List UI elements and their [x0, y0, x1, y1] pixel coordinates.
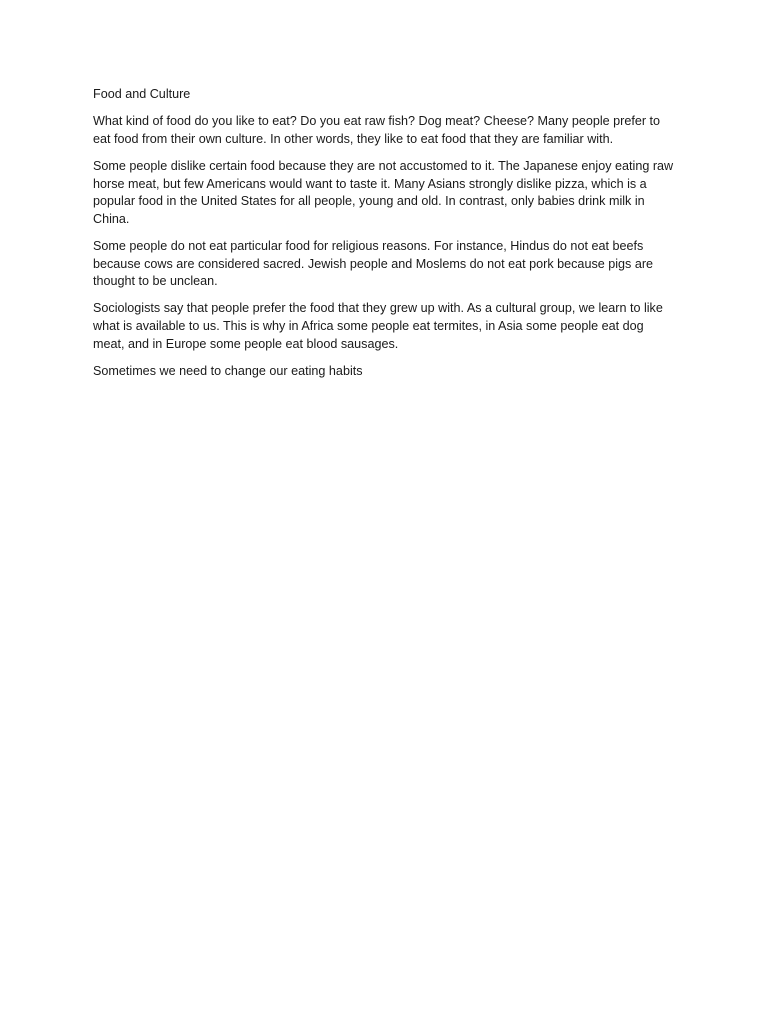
paragraph-5: Sometimes we need to change our eating habits	[93, 363, 363, 378]
paragraph-2: Some people dislike certain food because they are not accustomed to it. The Japanese enjoy eating raw horse meat, but few Americans would want to taste it. Many Asians strongly dislike pizza, which is a popular food in the United States for all people, young and old. In contrast, only babies drink milk in China.	[93, 158, 674, 226]
paragraph-4: Sociologists say that people prefer the food that they grew up with. As a cultural group, we learn to like what is available to us. This is why in Africa some people eat termites, in Asia some people eat dog meat, and in Europe some people eat blood sausages.	[93, 301, 663, 351]
document-title: Food and Culture	[93, 87, 191, 101]
document-body	[93, 86, 678, 390]
paragraph-1: What kind of food do you like to eat? Do you eat raw fish? Dog meat? Cheese? Many people prefer to eat food from their own culture. In other words, they like to eat food that they are familiar with.	[93, 114, 661, 146]
paragraph-3: Some people do not eat particular food for religious reasons. For instance, Hindus do not eat beefs because cows are considered sacred. Jewish people and Moslems do not eat pork because pigs are thought to be unclean.	[93, 238, 654, 289]
